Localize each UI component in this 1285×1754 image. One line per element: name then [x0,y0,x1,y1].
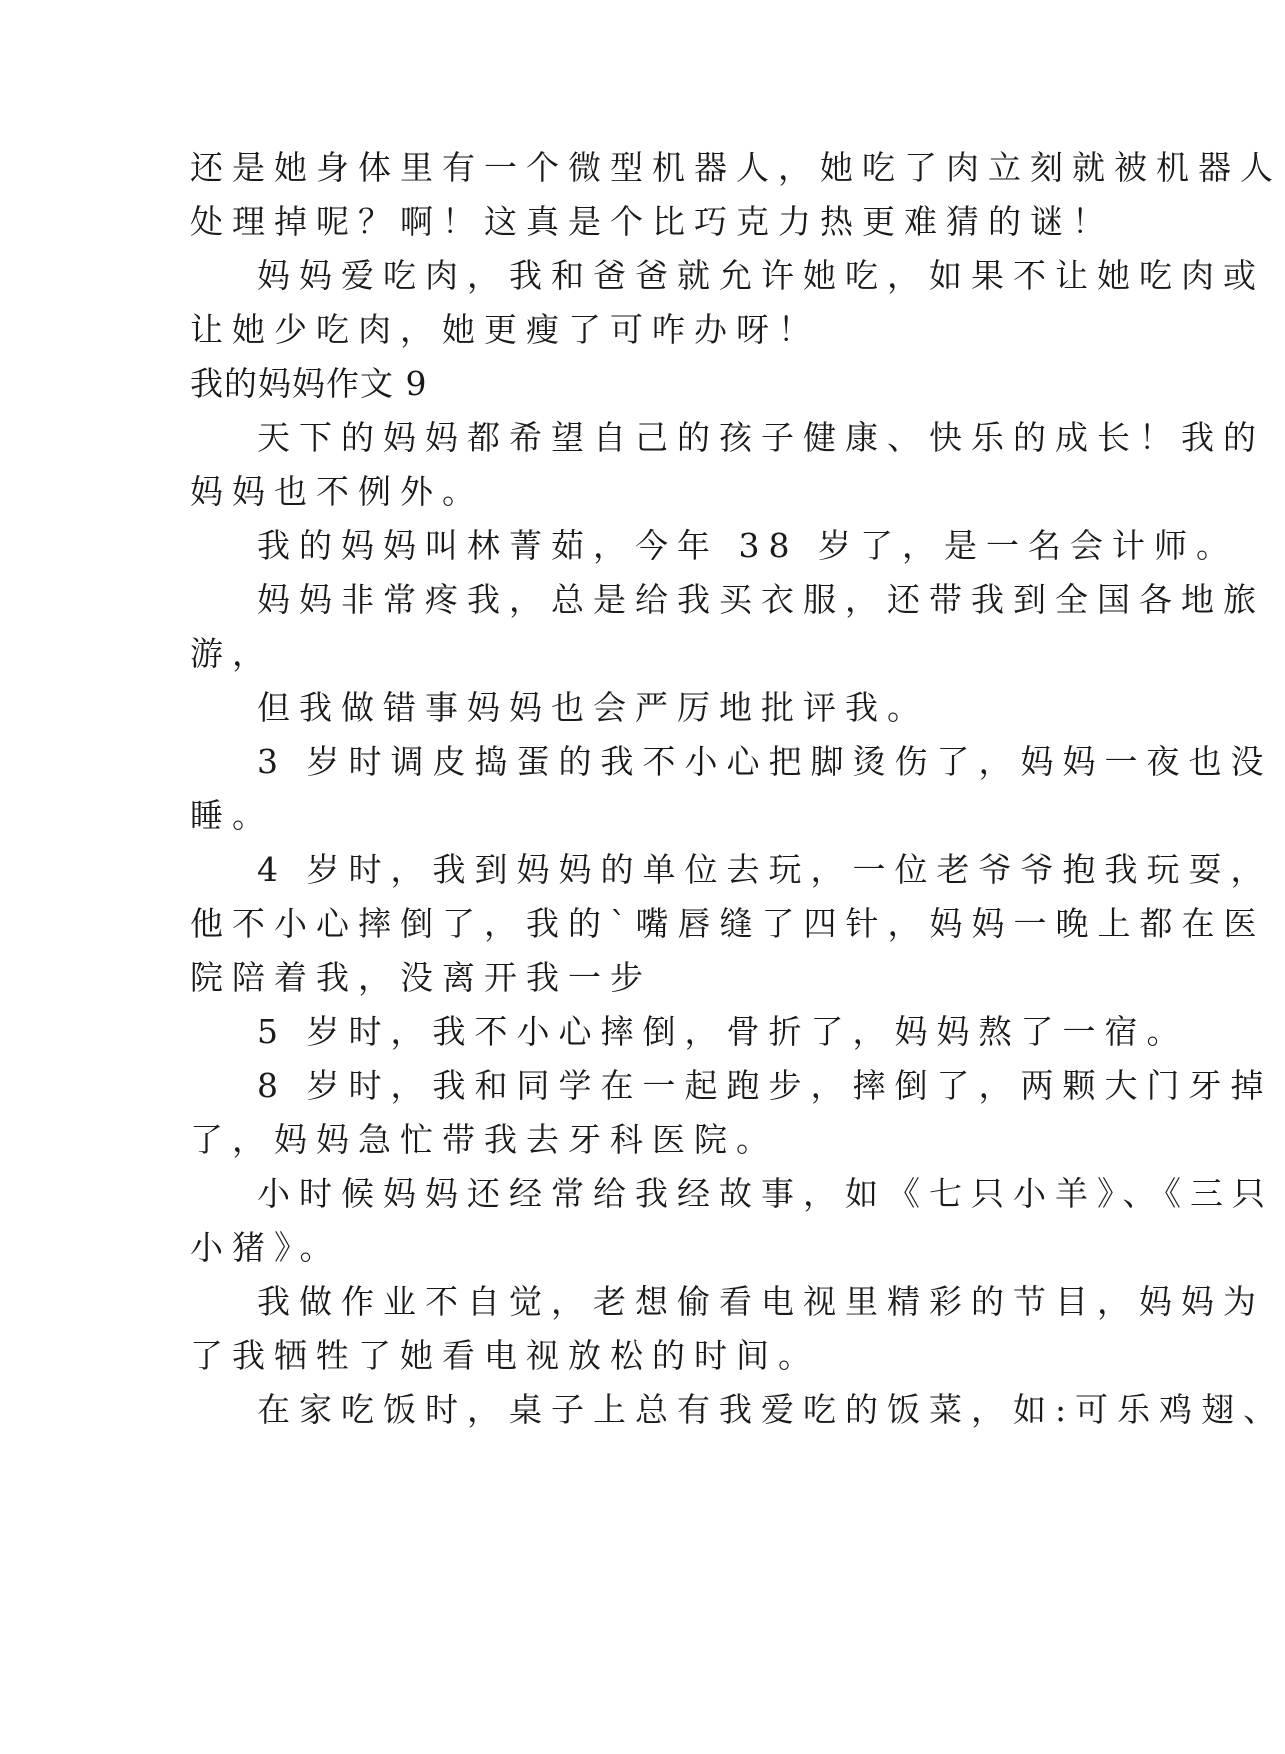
text-line: 3 岁时调皮捣蛋的我不小心把脚烫伤了，妈妈一夜也没 [257,742,1273,781]
text-line: 5 岁时，我不小心摔倒，骨折了，妈妈熬了一宿。 [257,1012,1189,1051]
text-line: 在家吃饭时，桌子上总有我爱吃的饭菜，如:可乐鸡翅、 [257,1390,1285,1429]
text-line: 还是她身体里有一个微型机器人，她吃了肉立刻就被机器人 [190,148,1282,187]
text-line: 了我牺牲了她看电视放松的时间。 [190,1336,820,1375]
text-line: 院陪着我，没离开我一步 [190,958,652,997]
text-line: 天下的妈妈都希望自己的孩子健康、快乐的成长！我的 [257,418,1265,457]
text-line: 8 岁时，我和同学在一起跑步，摔倒了，两颗大门牙掉 [257,1066,1273,1105]
text-line: 小时候妈妈还经常给我经故事，如《七只小羊》、《三只 [257,1174,1274,1213]
text-line: 睡。 [190,796,274,835]
text-line: 妈妈也不例外。 [190,472,484,511]
text-line: 妈妈爱吃肉，我和爸爸就允许她吃，如果不让她吃肉或 [257,256,1265,295]
text-line: 游， [190,634,274,673]
text-line: 我做作业不自觉，老想偷看电视里精彩的节目，妈妈为 [257,1282,1265,1321]
text-line: 我的妈妈叫林菁茹，今年 38 岁了，是一名会计师。 [257,526,1238,565]
text-line: 4 岁时，我到妈妈的单位去玩，一位老爷爷抱我玩耍， [257,850,1273,889]
text-line: 他不小心摔倒了，我的`嘴唇缝了四针，妈妈一晚上都在医 [190,904,1266,943]
text-line: 处理掉呢？啊！这真是个比巧克力热更难猜的谜！ [190,202,1114,241]
text-line: 但我做错事妈妈也会严厉地批评我。 [257,688,929,727]
text-line: 小猪》。 [190,1228,342,1267]
text-line: 让她少吃肉，她更瘦了可咋办呀！ [190,310,820,349]
text-line: 了，妈妈急忙带我去牙科医院。 [190,1120,778,1159]
text-line: 妈妈非常疼我，总是给我买衣服，还带我到全国各地旅 [257,580,1265,619]
section-heading: 我的妈妈作文 9 [190,364,428,403]
